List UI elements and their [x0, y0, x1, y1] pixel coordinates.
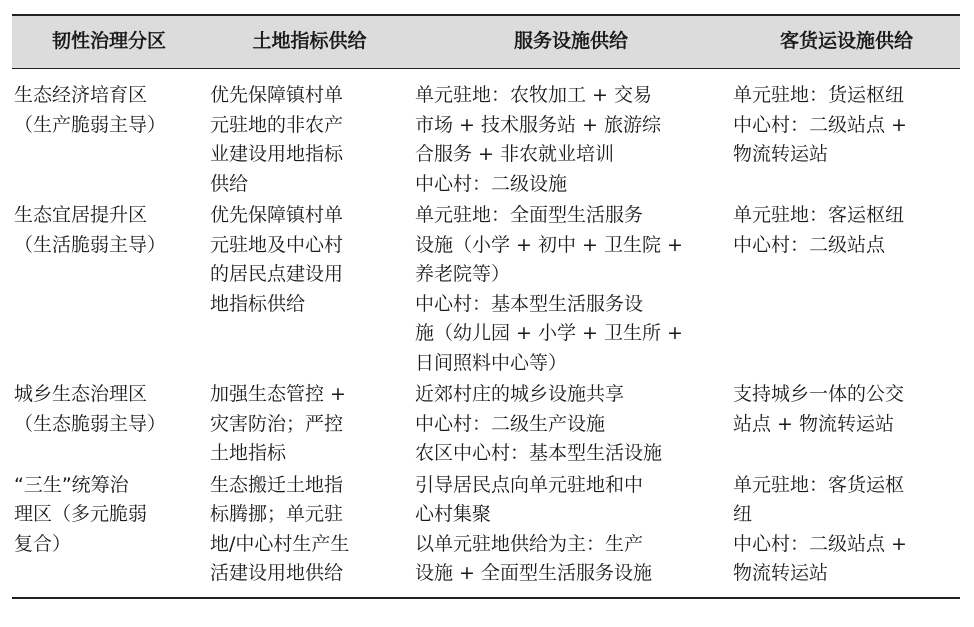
cell-line: 单元驻地：全面型生活服务	[415, 204, 644, 226]
cell-line: 加强生态管控 +	[210, 383, 346, 405]
header-land-supply: 土地指标供给	[252, 30, 367, 53]
cell-line: 中心村：基本型生活服务设	[415, 292, 644, 315]
cell-line: 地指标供给	[210, 292, 306, 315]
cell-line: 地/中心村生产生	[210, 532, 350, 555]
table-header	[12, 16, 960, 68]
land-cell	[204, 201, 409, 378]
cell-line: 站点 + 物流转运站	[733, 412, 894, 435]
cell-line: 生态宜居提升区	[14, 204, 148, 226]
cell-line: 以单元驻地供给为主：生产	[415, 532, 644, 555]
cell-line: 单元驻地：农牧加工 + 交易	[415, 84, 652, 106]
cell-line: 中心村：二级设施	[415, 172, 568, 195]
cell-line: 标腾挪；单元驻	[210, 503, 344, 525]
cell-line: 供给	[210, 172, 249, 195]
cell-line: 物流转运站	[733, 562, 829, 584]
land-cell	[204, 380, 409, 469]
service-cell	[409, 201, 727, 378]
cell-line: 心村集聚	[415, 503, 492, 525]
cell-line: 优先保障镇村单	[210, 204, 344, 226]
cell-line: 市场 + 技术服务站 + 旅游综	[415, 113, 661, 136]
land-cell	[204, 471, 409, 589]
cell-line: 元驻地及中心村	[210, 233, 344, 256]
cell-line: 灾害防治；严控	[210, 412, 344, 435]
zone-cell	[12, 471, 204, 589]
transport-cell	[727, 380, 960, 469]
cell-line: 复合）	[14, 532, 72, 555]
table-body	[12, 69, 960, 591]
transport-cell	[727, 81, 960, 199]
cell-line: 活建设用地供给	[210, 562, 344, 584]
cell-line: （生产脆弱主导）	[14, 113, 167, 136]
transport-cell	[727, 201, 960, 378]
cell-line: 中心村：二级生产设施	[415, 412, 606, 435]
cell-line: 近郊村庄的城乡设施共享	[415, 383, 625, 405]
cell-line: 中心村：二级站点	[733, 233, 886, 256]
cell-line: 养老院等）	[415, 263, 511, 285]
land-cell	[204, 81, 409, 199]
cell-line: 物流转运站	[733, 143, 829, 165]
zone-cell	[12, 201, 204, 378]
cell-line: 单元驻地：客货运枢	[733, 473, 905, 496]
cell-line: 生态经济培育区	[14, 84, 148, 106]
resilience-table	[12, 14, 960, 599]
service-cell	[409, 81, 727, 199]
table-row	[12, 81, 960, 201]
cell-line: 农区中心村：基本型生活设施	[415, 442, 663, 464]
cell-line: 中心村：二级站点 +	[733, 113, 907, 136]
table-row	[12, 380, 960, 471]
header-service-facilities: 服务设施供给	[513, 30, 628, 53]
cell-line: 城乡生态治理区	[14, 383, 148, 405]
cell-line: 生态搬迁土地指	[210, 473, 344, 496]
cell-line: 元驻地的非农产	[210, 113, 344, 136]
cell-line: 土地指标	[210, 442, 287, 464]
cell-line: “三生”统筹治	[14, 473, 129, 496]
service-cell	[409, 380, 727, 469]
cell-line: 设施 + 全面型生活服务设施	[415, 562, 652, 584]
cell-line: 业建设用地指标	[210, 143, 344, 165]
cell-line: （生活脆弱主导）	[14, 233, 167, 256]
cell-line: 纽	[733, 503, 753, 525]
cell-line: （生态脆弱主导）	[14, 412, 167, 435]
cell-line: 设施（小学 + 初中 + 卫生院 +	[415, 233, 683, 256]
cell-line: 合服务 + 非农就业培训	[415, 143, 614, 165]
cell-line: 优先保障镇村单	[210, 84, 344, 106]
transport-cell	[727, 471, 960, 589]
cell-line: 理区（多元脆弱	[14, 503, 148, 525]
cell-line: 的居民点建设用	[210, 263, 344, 285]
zone-cell	[12, 81, 204, 199]
table-bottom-rule	[12, 597, 960, 599]
cell-line: 单元驻地：客运枢纽	[733, 204, 905, 226]
table-row	[12, 471, 960, 591]
zone-cell	[12, 380, 204, 469]
cell-line: 施（幼儿园 + 小学 + 卫生所 +	[415, 322, 683, 344]
header-zone: 韧性治理分区	[51, 30, 166, 53]
cell-line: 引导居民点向单元驻地和中	[415, 473, 644, 496]
cell-line: 中心村：二级站点 +	[733, 532, 907, 555]
cell-line: 单元驻地：货运枢纽	[733, 84, 905, 106]
header-transport-facilities: 客货运设施供给	[779, 30, 913, 53]
cell-line: 支持城乡一体的公交	[733, 383, 905, 405]
cell-line: 日间照料中心等）	[415, 351, 568, 374]
service-cell	[409, 471, 727, 589]
table-row	[12, 201, 960, 380]
